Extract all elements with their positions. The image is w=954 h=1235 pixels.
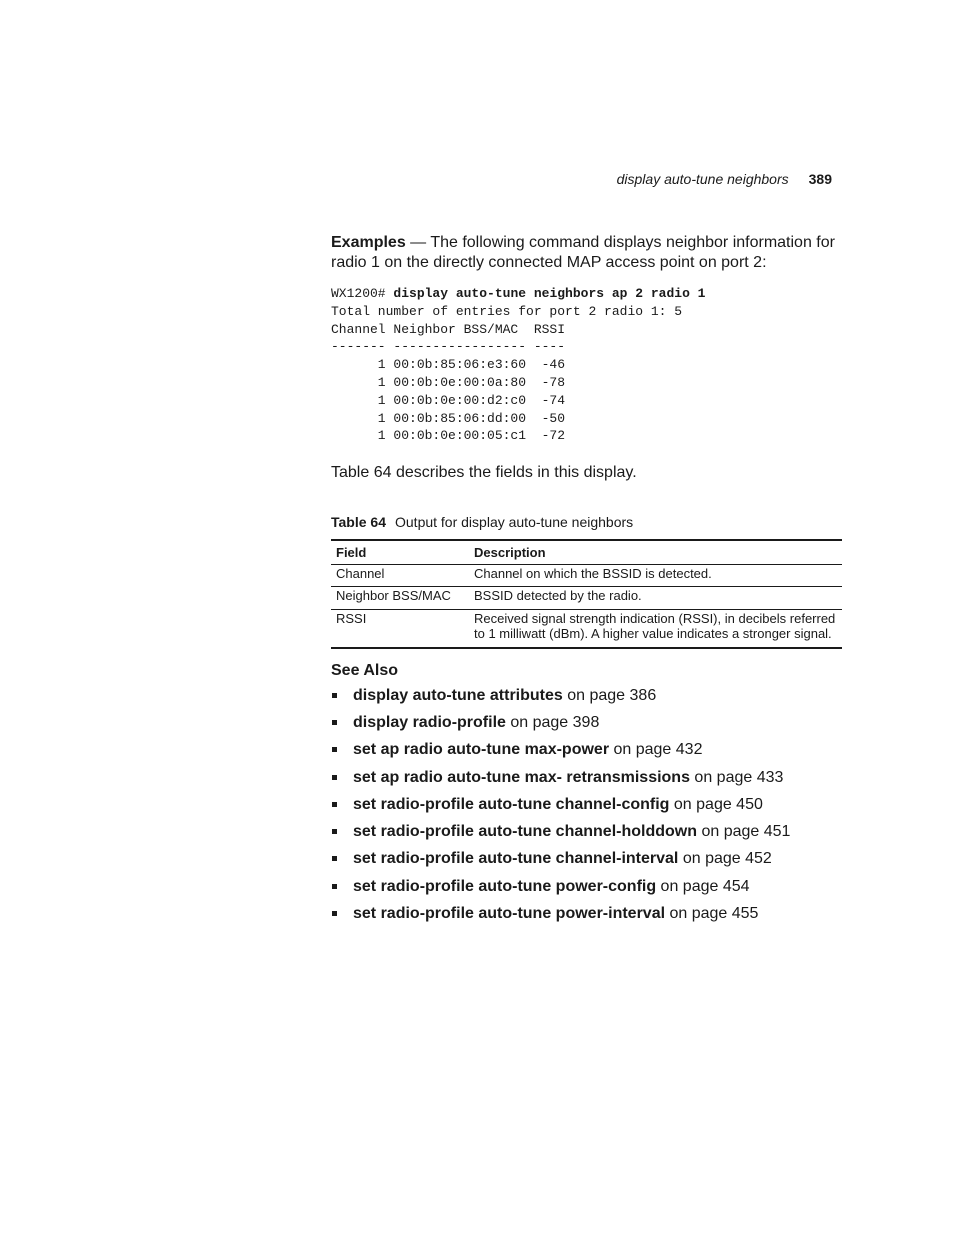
code-line: ------- ----------------- ---- (331, 339, 566, 355)
see-also-page-ref: on page 386 (562, 686, 657, 704)
see-also-command[interactable]: set ap radio auto-tune max- retransmissions (353, 768, 690, 786)
code-line: Channel Neighbor BSS/MAC RSSI (331, 321, 566, 337)
column-header-field: Field (331, 540, 469, 564)
code-prompt: WX1200# (331, 286, 394, 301)
examples-text: — The following command displays neighbor information for radio 1 on the directly connected MAP access point on port 2: (331, 234, 835, 271)
table-row (331, 564, 842, 587)
see-also-page-ref: on page 455 (665, 905, 759, 923)
description-cell: Received signal strength indication (RSSI), in decibels referred to 1 milliwatt (dBm). A higher value indicates a stronger signal. (469, 609, 842, 648)
code-line: Total number of entries for port 2 radio 1: 5 (331, 303, 683, 319)
see-also-item (331, 768, 842, 788)
see-also-page-ref: on page 454 (656, 877, 750, 895)
see-also-item (331, 713, 842, 733)
see-also-item (331, 877, 842, 897)
see-also-command[interactable]: set ap radio auto-tune max-power (353, 741, 610, 759)
bullet-icon (332, 884, 337, 889)
see-also-command[interactable]: set radio-profile auto-tune power-config (353, 877, 657, 895)
examples-label: Examples (331, 234, 406, 251)
code-line: 1 00:0b:85:06:dd:00 -50 (331, 410, 566, 426)
field-cell: Neighbor BSS/MAC (331, 587, 469, 610)
see-also-item (331, 686, 842, 706)
see-also-heading: See Also (331, 661, 398, 679)
code-line: 1 00:0b:0e:00:05:c1 -72 (331, 428, 566, 444)
header-title: display auto-tune neighbors (616, 171, 789, 187)
see-also-list (331, 686, 842, 924)
bullet-icon (332, 775, 337, 780)
see-also-page-ref: on page 398 (505, 713, 600, 731)
description-cell: BSSID detected by the radio. (469, 587, 842, 610)
bullet-icon (332, 747, 337, 752)
bullet-icon (332, 856, 337, 861)
code-line: 1 00:0b:0e:00:0a:80 -78 (331, 374, 566, 390)
see-also-item (331, 795, 842, 815)
code-line: 1 00:0b:85:06:e3:60 -46 (331, 357, 566, 373)
see-also-item (331, 740, 842, 760)
see-also-command[interactable]: set radio-profile auto-tune channel-holddown (353, 823, 697, 841)
bullet-icon (332, 693, 337, 698)
field-cell: Channel (331, 564, 469, 587)
see-also-page-ref: on page 451 (697, 823, 791, 841)
see-also-item (331, 849, 842, 869)
see-also-page-ref: on page 432 (609, 741, 703, 759)
see-also-command[interactable]: display auto-tune attributes (353, 686, 563, 704)
see-also-command[interactable]: set radio-profile auto-tune power-interval (353, 905, 666, 923)
table-row (331, 587, 842, 610)
table-caption-text: Output for display auto-tune neighbors (395, 514, 634, 531)
bullet-icon (332, 911, 337, 916)
see-also-item (331, 822, 842, 842)
fields-table (331, 539, 842, 649)
examples-paragraph (331, 233, 842, 273)
code-command: display auto-tune neighbors ap 2 radio 1 (393, 286, 706, 301)
see-also-page-ref: on page 450 (669, 795, 763, 813)
see-also-page-ref: on page 433 (689, 768, 784, 786)
see-also-item (331, 904, 842, 924)
field-cell: RSSI (331, 609, 469, 648)
see-also-command[interactable]: display radio-profile (353, 713, 506, 731)
bullet-icon (332, 720, 337, 725)
page-content (331, 233, 842, 931)
code-block (331, 285, 842, 445)
table-caption (331, 513, 842, 531)
table-row (331, 609, 842, 648)
table-header-row (331, 540, 842, 564)
code-line: 1 00:0b:0e:00:d2:c0 -74 (331, 392, 566, 408)
column-header-description: Description (469, 540, 842, 564)
see-also-command[interactable]: set radio-profile auto-tune channel-interval (353, 850, 679, 868)
see-also-command[interactable]: set radio-profile auto-tune channel-config (353, 795, 670, 813)
table-label: Table 64 (331, 514, 386, 531)
page-number: 389 (808, 171, 832, 187)
see-also-page-ref: on page 452 (678, 850, 772, 868)
code-command-line (331, 285, 842, 303)
description-cell: Channel on which the BSSID is detected. (469, 564, 842, 587)
running-header (617, 171, 832, 187)
bullet-icon (332, 802, 337, 807)
bullet-icon (332, 829, 337, 834)
table-reference: Table 64 describes the fields in this display. (331, 464, 637, 482)
